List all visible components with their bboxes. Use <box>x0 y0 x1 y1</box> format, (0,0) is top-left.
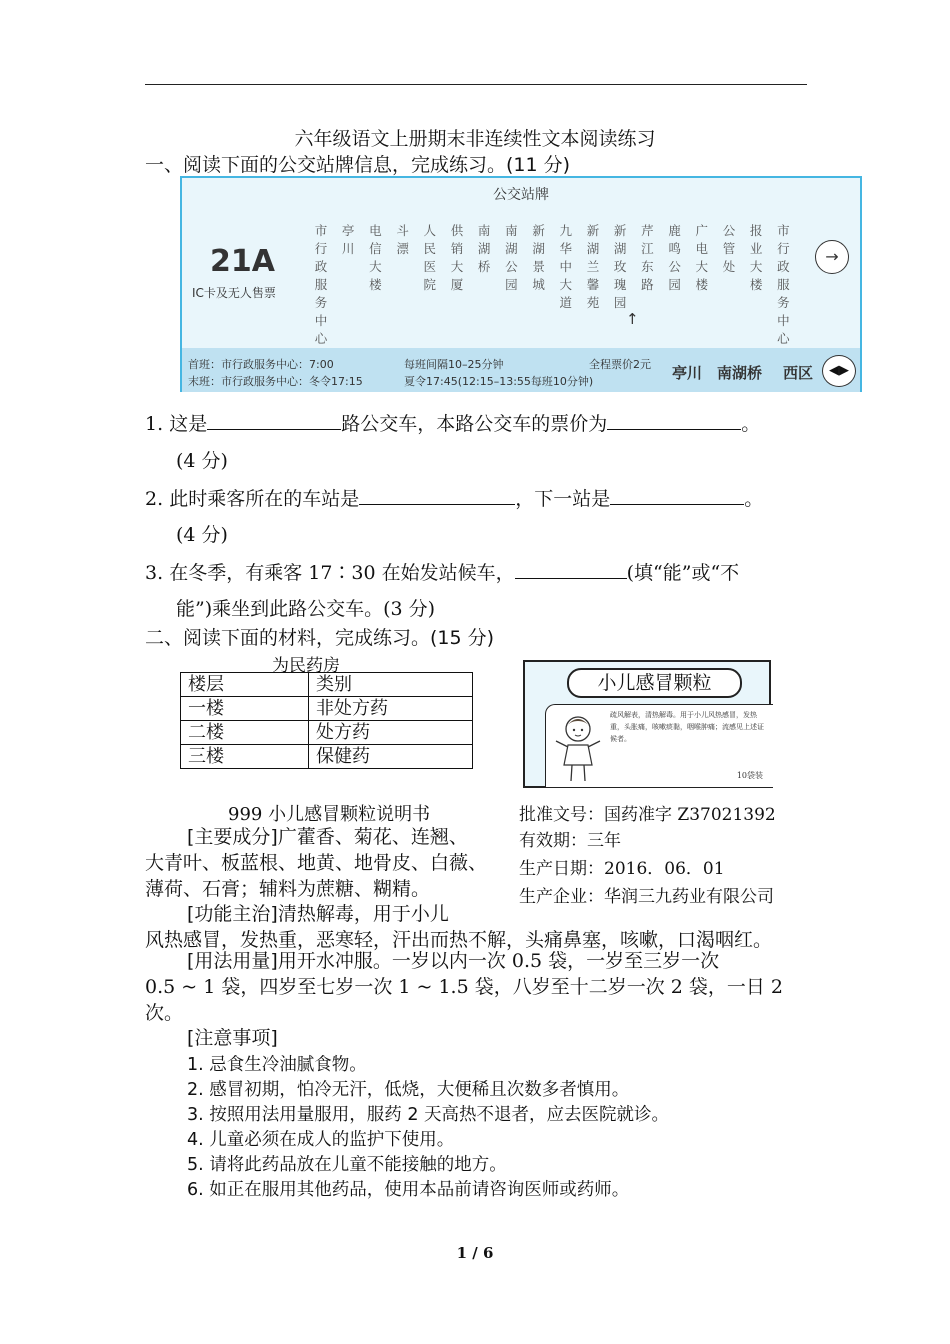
ingredients-text: 广藿香、菊花、连翘、 <box>277 826 468 848</box>
note-item: 3. 按照用法用量服用，服药 2 天高热不退者，应去医院就诊。 <box>187 1105 670 1125</box>
validity: 有效期：三年 <box>519 831 621 851</box>
bus-stop-name: 九 华 中 大 道 <box>559 223 573 310</box>
note-item: 5. 请将此药品放在儿童不能接触的地方。 <box>187 1155 507 1175</box>
bus-stop-name: 公 管 处 <box>722 223 736 274</box>
sign-info-bar <box>182 348 860 392</box>
bus-stop-name: 新 湖 兰 馨 苑 <box>586 223 600 310</box>
bus-stop-name: 市 行 政 服 务 中 心 <box>777 223 790 346</box>
direction-arrow-icon: → <box>815 240 849 274</box>
ingredients-label: [主要成分] <box>187 826 278 848</box>
usage-text: 次。 <box>145 1002 184 1024</box>
medicine-box-panel <box>545 704 773 788</box>
approval-number: 批准文号：国药准字 Z37021392 <box>519 805 776 825</box>
question-number: 3. <box>145 562 164 584</box>
question-3 <box>145 560 739 586</box>
route-number: 21A <box>210 244 275 279</box>
pharmacy-title: 为民药房 <box>272 656 340 676</box>
bus-stop-name: 鹿 鸣 公 园 <box>668 223 681 292</box>
ingredients-line <box>187 825 468 850</box>
medicine-box-title: 小儿感冒颗粒 <box>567 668 742 698</box>
question-text: 。 <box>741 413 761 435</box>
usage-text: 0.5 ~ 1 袋，四岁至七岁一次 1 ~ 1.5 袋，八岁至十二岁一次 2 袋，一日 2 <box>145 976 784 998</box>
answer-blank[interactable] <box>515 560 627 579</box>
question-number: 2. <box>145 488 164 510</box>
answer-blank[interactable] <box>607 411 741 430</box>
question-text: 。 <box>744 488 764 510</box>
summer-schedule: 夏令17:45(12:15–13:55每班10分钟) <box>404 375 594 388</box>
table-header-cell: 楼层 <box>181 673 309 697</box>
medicine-box-count: 10袋装 <box>736 771 763 780</box>
usage-text: 用开水冲服。一岁以内一次 0.5 袋，一岁至三岁一次 <box>277 950 720 972</box>
bus-stop-sign <box>180 176 862 392</box>
usage-line <box>187 949 719 974</box>
medicine-box-description: 疏风解表，清热解毒。用于小儿风热感冒，发热重，头胀痛，咳嗽痰黏，咽喉肿痛；流感见上述证候者。 <box>610 711 764 743</box>
answer-blank[interactable] <box>207 411 341 430</box>
question-1-score: (4 分) <box>176 450 228 472</box>
pharmacy-table <box>180 672 473 769</box>
bus-stop-name: 新 湖 景 城 <box>532 223 545 292</box>
page-number: 1 / 6 <box>456 1244 494 1262</box>
question-text: 此时乘客所在的车站是 <box>169 488 360 510</box>
ingredients-text: 大青叶、板蓝根、地黄、地骨皮、白薇、 <box>145 852 488 874</box>
first-bus-time: 首班：市行政服务中心：7:00 <box>188 358 334 371</box>
question-text: 这是 <box>169 413 208 435</box>
route-payment-note: IC卡及无人售票 <box>192 286 276 300</box>
manual-title: 999 小儿感冒颗粒说明书 <box>228 804 431 825</box>
question-1 <box>145 411 760 437</box>
section-two-heading: 二、阅读下面的材料，完成练习。(15 分) <box>145 627 495 649</box>
bus-stop-name: 供 销 大 厦 <box>450 223 464 292</box>
question-text: ，下一站是 <box>515 488 611 510</box>
table-cell: 非处方药 <box>309 697 473 721</box>
table-cell: 处方药 <box>309 721 473 745</box>
bus-stop-name: 报 业 大 楼 <box>749 223 763 292</box>
fare-info: 全程票价2元 <box>589 358 651 371</box>
table-row <box>181 721 473 745</box>
usage-label: [用法用量] <box>187 950 278 972</box>
bus-stop-name: 南 湖 公 园 <box>505 223 518 292</box>
table-cell: 一楼 <box>181 697 309 721</box>
note-item: 6. 如正在服用其他药品，使用本品前请咨询医师或药师。 <box>187 1180 630 1200</box>
answer-blank[interactable] <box>610 486 744 505</box>
bottom-stop: 南湖桥 <box>717 364 763 382</box>
table-cell: 三楼 <box>181 745 309 769</box>
bus-stop-name: 电 信 大 楼 <box>369 223 382 292</box>
bus-stop-name: 市 行 政 服 务 中 心 <box>314 223 328 346</box>
question-2-score: (4 分) <box>176 524 228 546</box>
table-header-cell: 类别 <box>309 673 473 697</box>
bus-interval: 每班间隔10–25分钟 <box>404 358 504 371</box>
notes-label: [注意事项] <box>187 1027 278 1049</box>
bus-stop-name: 芹 江 东 路 <box>641 223 654 292</box>
question-text: 在冬季，有乘客 17∶30 在始发站候车， <box>169 562 515 584</box>
table-row <box>181 697 473 721</box>
answer-blank[interactable] <box>359 486 515 505</box>
function-text: 风热感冒，发热重，恶寒轻，汗出而热不解，头痛鼻塞，咳嗽，口渴咽红。 <box>145 929 773 951</box>
sign-title: 公交站牌 <box>493 187 549 203</box>
table-cell: 保健药 <box>309 745 473 769</box>
last-bus-time: 末班：市行政服务中心：冬令17:15 <box>188 375 363 388</box>
question-number: 1. <box>145 413 164 435</box>
left-right-arrows-icon: ◀▶ <box>822 355 856 387</box>
child-illustration-icon <box>552 711 604 787</box>
table-cell: 二楼 <box>181 721 309 745</box>
section-one-heading: 一、阅读下面的公交站牌信息，完成练习。(11 分) <box>145 154 571 176</box>
manufacturer: 生产企业：华润三九药业有限公司 <box>519 887 774 907</box>
bottom-stop: 亭川 <box>672 364 703 382</box>
bus-stop-name: 广 电 大 楼 <box>695 223 709 292</box>
table-row <box>181 745 473 769</box>
question-text: 路公交车，本路公交车的票价为 <box>341 413 608 435</box>
current-stop-marker: ↑ <box>626 310 639 328</box>
bus-stop-name: 亭 川 <box>341 223 355 256</box>
bus-stop-name: 人 民 医 院 <box>423 223 437 292</box>
header-rule <box>145 84 807 85</box>
note-item: 1. 忌食生冷油腻食物。 <box>187 1055 367 1075</box>
ingredients-text: 薄荷、石膏；辅料为蔗糖、糊精。 <box>145 878 431 900</box>
production-date: 生产日期：2016．06．01 <box>519 859 725 879</box>
bus-stop-name: 斗 漂 <box>396 223 409 256</box>
medicine-box-image <box>523 660 771 788</box>
bottom-stop: 西区 <box>783 364 814 382</box>
bus-stop-name: 南 湖 桥 <box>477 223 491 274</box>
note-item: 4. 儿童必须在成人的监护下使用。 <box>187 1130 455 1150</box>
function-text: 清热解毒，用于小儿 <box>277 903 449 925</box>
table-header-row <box>181 673 473 697</box>
bus-stop-name: 新 湖 玫 瑰 园 <box>613 223 627 310</box>
question-3-continued: 能”)乘坐到此路公交车。(3 分) <box>176 598 436 620</box>
function-line <box>187 902 449 927</box>
document-title: 六年级语文上册期末非连续性文本阅读练习 <box>294 128 656 150</box>
question-text: (填“能”或“不 <box>626 562 740 584</box>
note-item: 2. 感冒初期，怕冷无汗，低烧，大便稀且次数多者慎用。 <box>187 1080 630 1100</box>
function-label: [功能主治] <box>187 903 278 925</box>
question-2 <box>145 486 763 512</box>
